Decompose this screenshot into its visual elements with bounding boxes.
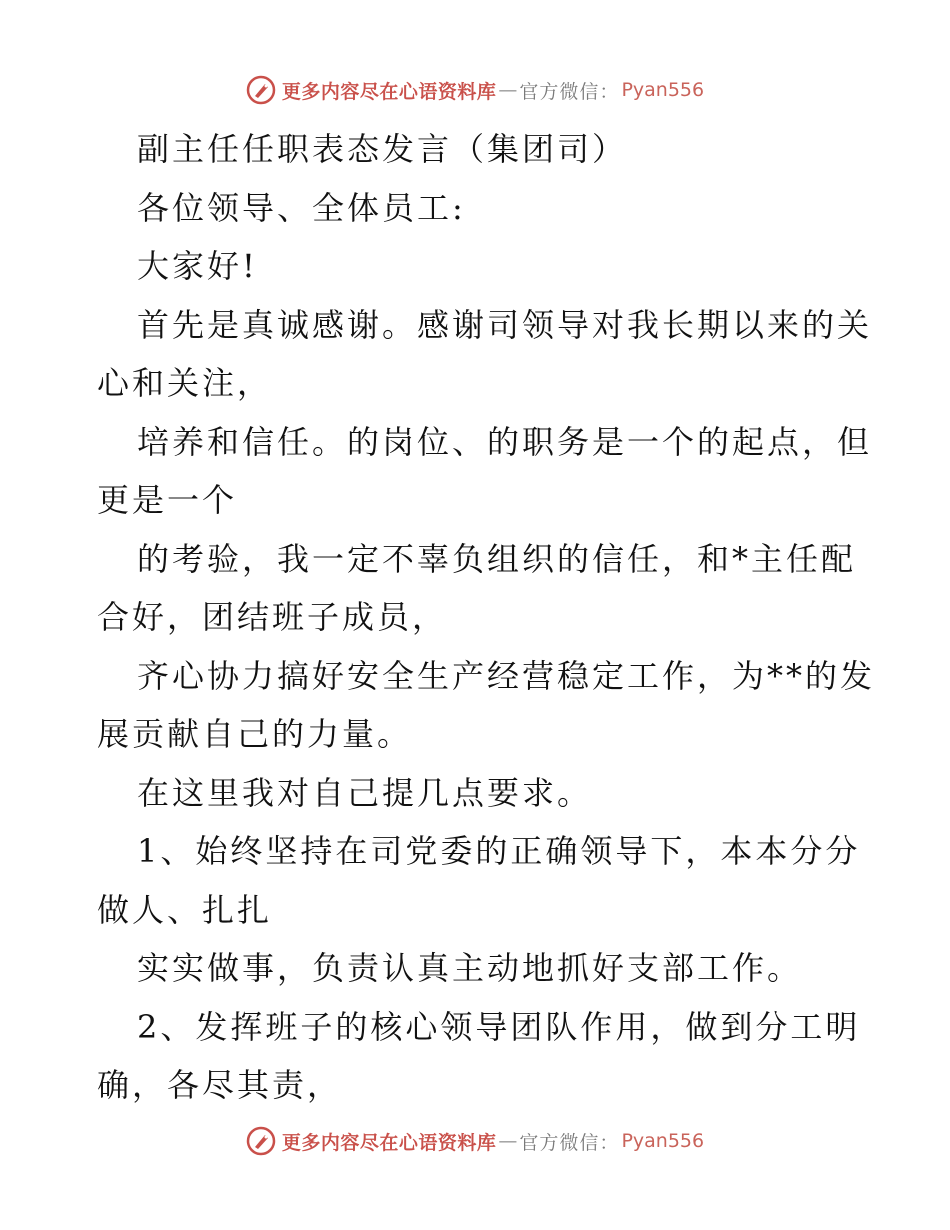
watermark-label: 官方微信： <box>519 80 620 103</box>
greeting: 大家好! <box>137 247 258 285</box>
list-item-line: 确，各尽其责， <box>97 1066 343 1104</box>
paragraph-line: 齐心协力搞好安全生产经营稳定工作，为**的发 <box>137 656 876 695</box>
watermark-separator: — <box>498 79 518 101</box>
watermark-wechat-id: Pyan556 <box>621 79 705 101</box>
watermark-separator: — <box>498 1130 518 1152</box>
watermark-main-text: 更多内容尽在心语资料库 <box>281 80 497 103</box>
list-item-line: 做人、扎扎 <box>97 890 273 929</box>
paragraph-line: 心和关注， <box>97 364 273 402</box>
pen-nib-logo-icon <box>246 1126 276 1156</box>
paragraph-line: 在这里我对自己提几点要求。 <box>137 773 593 812</box>
paragraph-line: 展贡献自己的力量。 <box>97 715 413 753</box>
watermark-wechat-id: Pyan556 <box>621 1130 705 1152</box>
paragraph-line: 首先是真诚感谢。感谢司领导对我长期以来的关 <box>137 305 873 344</box>
list-item-line: 实实做事，负责认真主动地抓好支部工作。 <box>137 949 803 987</box>
pen-nib-logo-icon <box>246 75 276 105</box>
list-item-line: 2、发挥班子的核心领导团队作用，做到分工明 <box>137 1007 861 1046</box>
salutation: 各位领导、全体员工: <box>137 188 466 227</box>
document-body <box>97 120 876 1115</box>
watermark-main-text: 更多内容尽在心语资料库 <box>281 1131 497 1154</box>
document-title: 副主任任职表态发言（集团司） <box>137 130 628 168</box>
paragraph-line: 的考验，我一定不辜负组织的信任，和*主任配 <box>137 539 857 578</box>
watermark-label: 官方微信： <box>519 1131 620 1154</box>
header-watermark <box>0 70 950 110</box>
paragraph-line: 合好，团结班子成员， <box>97 598 448 636</box>
paragraph-line: 更是一个 <box>97 481 238 519</box>
list-item-line: 1、始终坚持在司党委的正确领导下，本本分分 <box>137 832 861 870</box>
footer-watermark <box>0 1121 950 1161</box>
paragraph-line: 培养和信任。的岗位、的职务是一个的起点，但 <box>137 422 873 461</box>
